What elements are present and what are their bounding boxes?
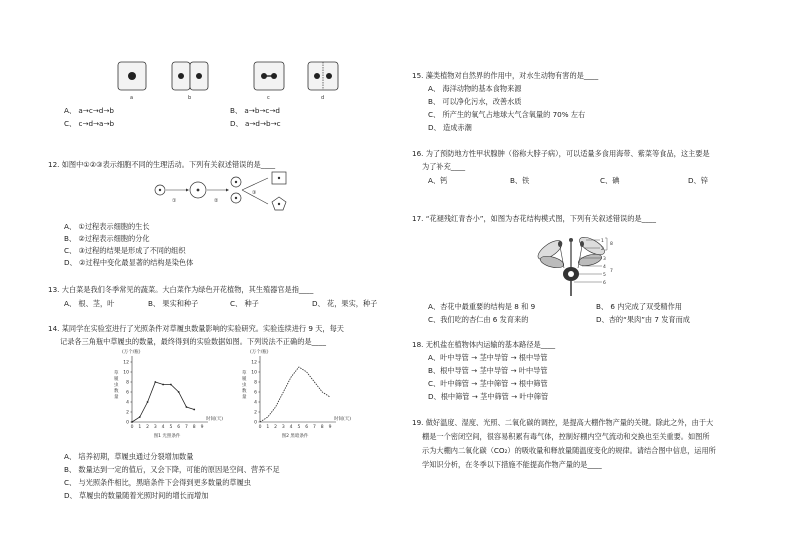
data-point [154, 381, 156, 383]
x-tick-label: 4 [161, 425, 165, 430]
flower-label-1: 1 [601, 239, 604, 244]
x-tick-label: 0 [130, 425, 134, 430]
y-label-char: 草 [242, 371, 247, 376]
x-tick-label: 4 [289, 425, 293, 430]
x-tick-label: 7 [185, 425, 188, 430]
x-tick-label: 5 [297, 425, 301, 430]
cell-activity-figure [148, 170, 308, 218]
q14-stem-line2: 记录各三角瓶中草履虫的数量，最终得到的实验数据如图。下列说法不正确的是____ [60, 337, 326, 346]
y-tick-label: 2 [126, 410, 129, 416]
q16-option-b[interactable]: B、铁 [510, 176, 530, 185]
y-unit-label: (万个/瓶) [250, 350, 269, 355]
data-point [186, 406, 188, 408]
arrow-label-1: ① [172, 198, 177, 204]
flower-label-6: 6 [603, 281, 606, 286]
data-point [147, 401, 149, 403]
y-label-char: 数 [114, 389, 119, 394]
q12-option-c[interactable]: C、 ③过程的结果是形成了不同的组织 [64, 246, 186, 255]
q16-option-c[interactable]: C、碘 [600, 176, 620, 185]
q14-option-a[interactable]: A、 培养初期，草履虫通过分裂增加数量 [64, 452, 194, 461]
q18-option-a[interactable]: A、叶中导管 → 茎中导管 → 根中导管 [428, 353, 548, 362]
q10-option-d[interactable]: D、 a→d→b→c [230, 119, 281, 128]
data-point [162, 384, 164, 386]
q13-option-b[interactable]: B、 果实和种子 [148, 299, 199, 308]
q12-option-b[interactable]: B、 ②过程表示细胞的分化 [64, 234, 150, 243]
q15-option-b[interactable]: B、 可以净化污水，改善水质 [428, 97, 522, 106]
q14-stem-line1: 14. 某同学在实验室进行了光照条件对草履虫数量影响的实验研究。实验连续进行 9 天，每天 [48, 324, 344, 333]
q12-option-a[interactable]: A、 ①过程表示细胞的生长 [64, 222, 150, 231]
y-tick-label: 10 [251, 370, 257, 376]
q16-option-a[interactable]: A、钙 [428, 176, 448, 185]
data-point [139, 416, 141, 418]
q16-option-d[interactable]: D、锌 [688, 176, 708, 185]
x-tick-label: 0 [258, 425, 262, 430]
flower-label-4: 4 [603, 265, 606, 270]
q14-option-b[interactable]: B、 数量达到一定的值后，又会下降，可能的原因是空间、营养不足 [64, 465, 280, 474]
q18-stem: 18. 无机盐在植物体内运输的基本路径是____ [412, 340, 556, 349]
x-tick-label: 7 [313, 425, 316, 430]
cell-label-d: d [321, 95, 325, 101]
arrow-label-2: ② [214, 198, 219, 204]
y-unit-label: (万个/瓶) [122, 350, 141, 355]
y-label-char: 虫 [242, 383, 247, 388]
y-tick-label: 8 [254, 380, 257, 386]
chart-light-condition [110, 350, 224, 447]
q13-option-c[interactable]: C、 种子 [230, 299, 259, 308]
y-tick-label: 12 [251, 360, 257, 366]
data-point [170, 384, 172, 386]
y-label-char: 量 [114, 395, 119, 400]
y-tick-label: 4 [126, 400, 129, 406]
cell-label-a: a [130, 95, 134, 101]
y-label-char: 数 [242, 389, 247, 394]
q17-option-a[interactable]: A、杏花中最重要的结构是 8 和 9 [428, 302, 536, 311]
y-label-char: 履 [114, 377, 119, 382]
cell-label-b: b [188, 95, 192, 101]
q19-line3: 示为大棚内二氧化碳（CO₂）的吸收量和释放量随温度变化的规律。请结合图中信息，运用所 [422, 446, 716, 455]
x-tick-label: 8 [192, 425, 196, 430]
q15-option-d[interactable]: D、 造成赤潮 [428, 123, 472, 132]
series-line [260, 367, 330, 422]
q19-line4: 学知识分析，在冬季以下措施不能提高作物产量的是____ [422, 460, 602, 469]
x-tick-label: 9 [328, 425, 332, 430]
q13-stem: 13. 大白菜是我们冬季常见的蔬菜。大白菜作为绿色开花植物，其生殖器官是指____ [48, 285, 314, 294]
y-label-char: 虫 [114, 383, 119, 388]
x-axis-label: 时间(天) [334, 417, 352, 422]
q17-stem: 17. “花褪残红青杏小”，如图为杏花结构模式图，下列有关叙述错误的是____ [412, 214, 656, 223]
flower-label-8: 8 [610, 242, 613, 247]
q15-stem: 15. 藻类植物对自然界的作用中，对水生动物有害的是____ [412, 71, 599, 80]
flower-label-7: 7 [610, 269, 613, 274]
x-tick-label: 6 [305, 425, 309, 430]
x-tick-label: 1 [266, 425, 270, 430]
q10-option-c[interactable]: C、 c→d→a→b [64, 119, 115, 128]
x-tick-label: 8 [320, 425, 324, 430]
x-tick-label: 6 [177, 425, 181, 430]
y-label-char: 量 [242, 395, 247, 400]
q17-option-c[interactable]: C、我们吃的杏仁由 6 发育来的 [428, 315, 529, 324]
flower-label-3: 3 [603, 257, 606, 262]
q13-option-d[interactable]: D、 花，果实，种子 [312, 299, 378, 308]
chart-title: 图1 光照条件 [153, 434, 181, 439]
q17-option-b[interactable]: B、 6 内完成了双受精作用 [596, 302, 682, 311]
y-tick-label: 12 [123, 360, 129, 366]
q19-line2: 棚是一个密闭空间，很容易积累有毒气体，控制好棚内空气流动和交换也至关重要。如图所 [422, 432, 710, 441]
q10-option-b[interactable]: B、 a→b→c→d [230, 106, 280, 115]
y-tick-label: 6 [254, 390, 257, 396]
y-tick-label: 8 [126, 380, 129, 386]
q15-option-a[interactable]: A、 海洋动物的基本食物来源 [428, 84, 522, 93]
q18-option-c[interactable]: C、叶中筛管 → 茎中筛管 → 根中筛管 [428, 379, 548, 388]
q18-option-b[interactable]: B、根中导管 → 茎中导管 → 叶中导管 [428, 366, 548, 375]
y-tick-label: 4 [254, 400, 257, 406]
x-tick-label: 1 [138, 425, 142, 430]
data-point [178, 391, 180, 393]
y-tick-label: 10 [123, 370, 129, 376]
y-tick-label: 2 [254, 410, 257, 416]
data-point [193, 409, 195, 411]
chart-title: 图2 黑暗条件 [281, 434, 309, 439]
y-tick-label: 0 [254, 420, 257, 426]
x-tick-label: 3 [153, 425, 157, 430]
q19-line1: 19. 做好温度、湿度、光照、二氧化碳的调控，是提高大棚作物产量的关键。除此之外，由于大 [412, 418, 714, 427]
q18-option-d[interactable]: D、根中筛管 → 茎中筛管 → 叶中筛管 [428, 392, 549, 401]
q12-option-d[interactable]: D、 ②过程中变化最显著的结构是染色体 [64, 258, 194, 267]
x-tick-label: 2 [274, 425, 277, 430]
x-tick-label: 3 [281, 425, 285, 430]
q16-stem-line1: 16. 为了预防地方性甲状腺肿（俗称大脖子病），可以适量多食用海带、紫菜等食品，这主要是 [412, 149, 710, 158]
flower-label-2: 2 [601, 247, 604, 252]
q13-option-a[interactable]: A、 根、茎，叶 [64, 299, 115, 308]
x-tick-label: 5 [169, 425, 173, 430]
x-tick-label: 9 [200, 425, 204, 430]
cell-label-c: c [267, 95, 270, 101]
q16-stem-line2: 为了补充____ [422, 162, 466, 171]
x-axis-label: 时间(天) [206, 417, 224, 422]
y-label-char: 草 [114, 371, 119, 376]
q15-option-c[interactable]: C、 所产生的氧气占地球大气含氧量的 70% 左右 [428, 110, 586, 119]
q12-stem: 12. 如图中①②③表示细胞不同的生理活动。下列有关叙述错误的是____ [48, 160, 276, 169]
q14-option-d[interactable]: D、 草履虫的数量随着光照时间的增长而增加 [64, 491, 209, 500]
q10-option-a[interactable]: A、 a→c→d→b [64, 106, 114, 115]
x-tick-label: 2 [146, 425, 149, 430]
data-point [131, 421, 133, 423]
arrow-label-3: ③ [252, 190, 257, 196]
apricot-flower-figure [530, 228, 630, 298]
cell-a-nucleus [128, 72, 136, 80]
series-line [132, 382, 194, 422]
q17-option-d[interactable]: D、杏的“果肉”由 7 发育而成 [596, 315, 691, 324]
cell-division-figure [110, 58, 350, 103]
chart-dark-condition [238, 350, 352, 447]
y-tick-label: 6 [126, 390, 129, 396]
y-tick-label: 0 [126, 420, 129, 426]
y-label-char: 履 [242, 377, 247, 382]
flower-label-5: 5 [603, 273, 606, 278]
q14-option-c[interactable]: C、 与光照条件相比，黑暗条件下会得到更多数量的草履虫 [64, 478, 251, 487]
